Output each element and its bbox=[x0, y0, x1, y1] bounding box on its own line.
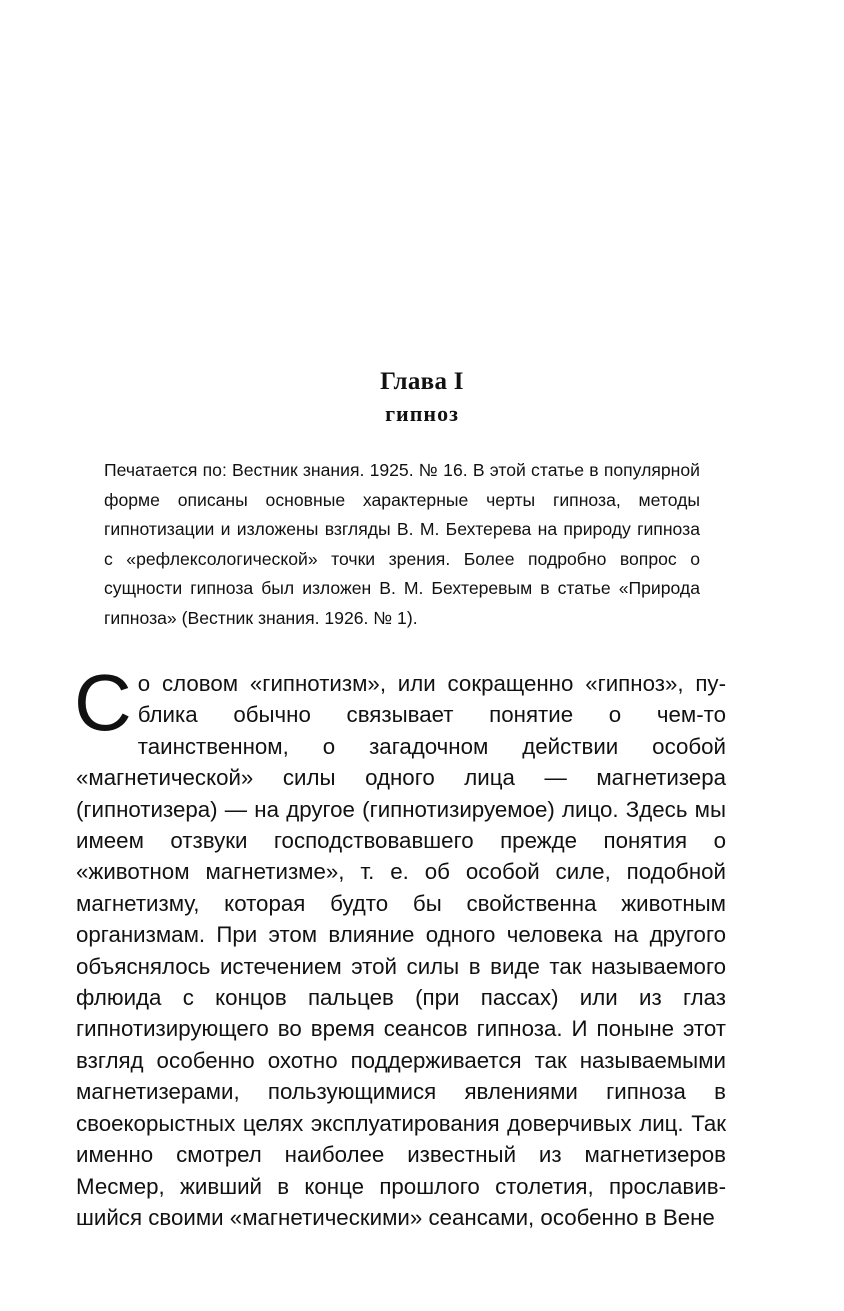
chapter-title: гипноз bbox=[385, 401, 459, 426]
chapter-heading bbox=[0, 366, 844, 430]
chapter-number: Глава I bbox=[380, 368, 464, 395]
source-note: Печатается по: Вестник знания. 1925. № 16. В этой статье в популярной форме описаны основные характерные черты гипноза, методы гипнотизации и изложены взгляды В. М. Бехтерева на природу гипноза с «рефлексологической» точки зрения. Более подробно вопрос о сущности гипноза был изложен В. М. Бехтеревым в статье «Природа гипноза» (Вестник знания. 1926. № 1). bbox=[104, 460, 700, 628]
body-paragraph-text: о словом «гипнотизм», или сокращенно «гипноз», публика обычно связывает понятие о чем-то таинственном, о загадочном действии особой «магнетической» силы одного лица — магнетизера (гипнотизера) — на другое (гипнотизируемое) лицо. Здесь мы имеем отзвуки господствовавшего прежде понятия о «животном магнетизме», т. е. об особой силе, подобной магнетизму, которая будто бы свойственна животным организмам. При этом влияние одного человека на другого объяснялось истечением этой силы в виде так называемого флюида с концов пальцев (при пассах) или из глаз гипнотизирующего во время сеансов гипноза. И поныне этот взгляд особенно охотно поддерживается так называемыми магнетизерами, пользующимися явлениями гипноза в своекорыстных целях эксплуатирования доверчивых лиц. Так именно смотрел наиболее известный из магнетизеров Месмер, живший в конце прошлого столетия, прославившийся своими «магнетическими» сеансами, особенно в Вене bbox=[76, 671, 726, 1230]
body-paragraph bbox=[74, 658, 726, 1233]
main-text bbox=[74, 658, 726, 1233]
drop-cap: С bbox=[74, 658, 132, 747]
